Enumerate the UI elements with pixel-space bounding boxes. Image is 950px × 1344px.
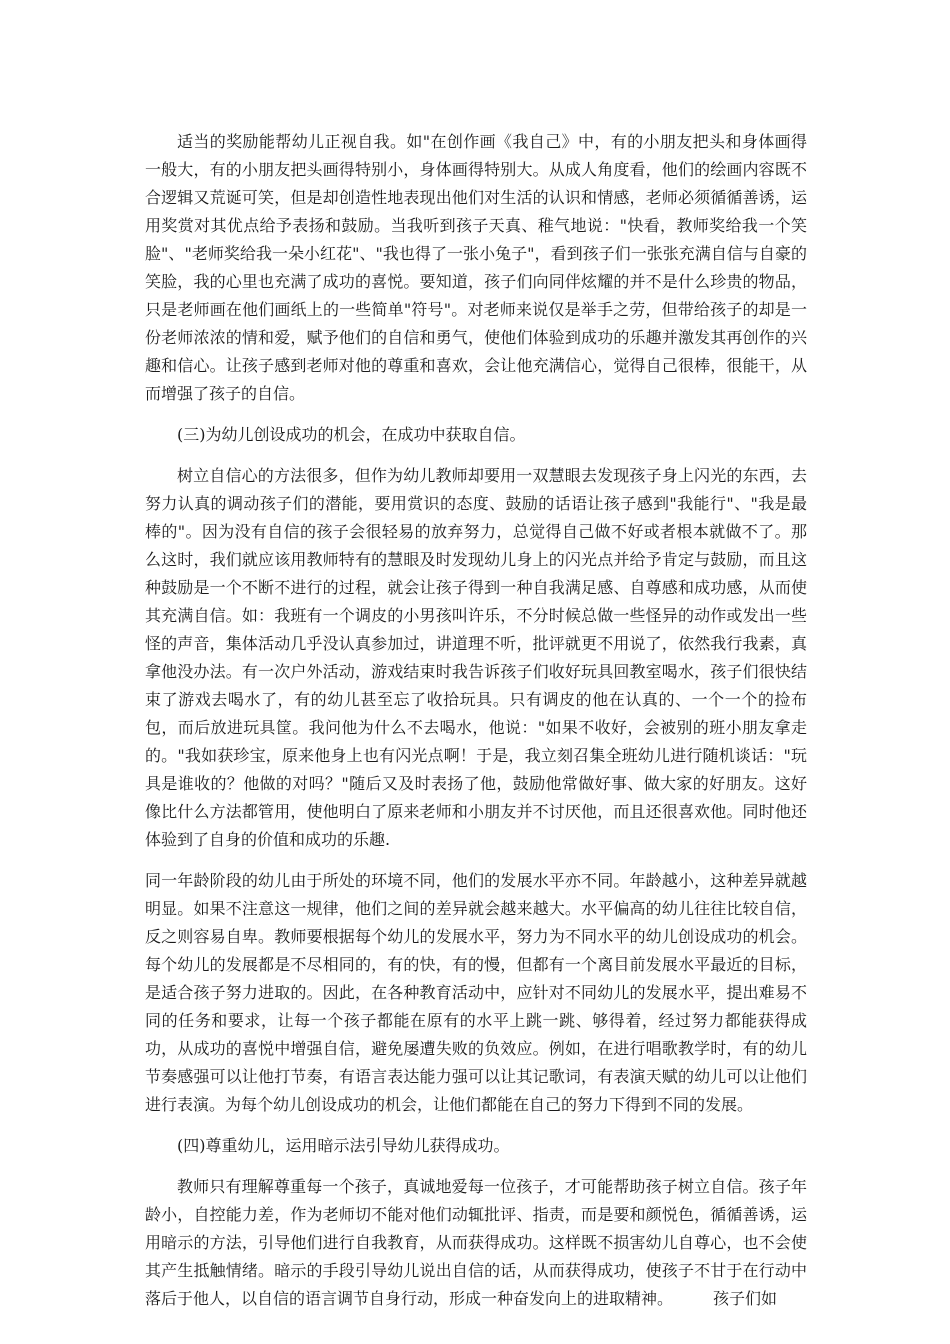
paragraph-development-level: 同一年龄阶段的幼儿由于所处的环境不同，他们的发展水平亦不同。年龄越小，这种差异就越明显。如果不注意这一规律，他们之间的差异就会越来越大。水平偏高的幼儿往往比较自信，反之则容易自卑。教师要根据每个幼儿的发展水平，努力为不同水平的幼儿创设成功的机会。每个幼儿的发展都是不尽相同的，有的快，有的慢，但都有一个离目前发展水平最近的目标，是适合孩子努力进取的。因此，在各种教育活动中，应针对不同幼儿的发展水平，提出难易不同的任务和要求，让每一个孩子都能在原有的水平上跳一跳、够得着，经过努力都能获得成功，从成功的喜悦中增强自信，避免屡遭失败的负效应。例如，在进行唱歌教学时，有的幼儿节奏感强可以让他打节奏，有语言表达能力强可以让其记歌词，有表演天赋的幼儿可以让他们进行表演。为每个幼儿创设成功的机会，让他们都能在自己的努力下得到不同的发展。 xyxy=(145,871,807,1114)
document-page xyxy=(145,128,807,1326)
paragraph-reward: 适当的奖励能帮幼儿正视自我。如"在创作画《我自己》中，有的小朋友把头和身体画得一般大，有的小朋友把头画得特别小，身体画得特别大。从成人角度看，他们的绘画内容既不合逻辑又荒诞可笑，但是却创造性地表现出他们对生活的认识和情感，老师必须循循善诱，运用奖赏对其优点给予表扬和鼓励。当我听到孩子天真、稚气地说："快看，教师奖给我一个笑脸"、"老师奖给我一朵小红花"、"我也得了一张小兔子"，看到孩子们一张张充满自信与自豪的笑脸，我的心里也充满了成功的喜悦。要知道，孩子们向同伴炫耀的并不是什么珍贵的物品，只是老师画在他们画纸上的一些简单"符号"。对老师来说仅是举手之劳，但带给孩子的却是一份老师浓浓的情和爱，赋予他们的自信和勇气，使他们体验到成功的乐趣并激发其再创作的兴趣和信心。让孩子感到老师对他的尊重和喜欢，会让他充满信心，觉得自己很棒，很能干，从而增强了孩子的自信。 xyxy=(145,132,807,403)
section-heading-4: (四)尊重幼儿，运用暗示法引导幼儿获得成功。 xyxy=(177,1136,510,1155)
section-heading-3: (三)为幼儿创设成功的机会，在成功中获取自信。 xyxy=(177,425,526,444)
paragraph-respect: 教师只有理解尊重每一个孩子，真诚地爱每一位孩子，才可能帮助孩子树立自信。孩子年龄小，自控能力差，作为老师切不能对他们动辄批评、指责，而是要和颜悦色，循循善诱，运用暗示的方法，引导他们进行自我教育，从而获得成功。这样既不损害幼儿自尊心，也不会使其产生抵触情绪。暗示的手段引导幼儿说出自信的话，从而获得成功，使孩子不甘于在行动中落后于他人，以自信的语言调节自身行动，形成一种奋发向上的进取精神。 孩子们如 xyxy=(145,1177,807,1308)
paragraph-confidence-methods: 树立自信心的方法很多，但作为幼儿教师却要用一双慧眼去发现孩子身上闪光的东西，去努力认真的调动孩子们的潜能，要用赏识的态度、鼓励的话语让孩子感到"我能行"、"我是最棒的"。因为没有自信的孩子会很轻易的放弃努力，总觉得自己做不好或者根本就做不了。那么这时，我们就应该用教师特有的慧眼及时发现幼儿身上的闪光点并给予肯定与鼓励，而且这种鼓励是一个不断不进行的过程，就会让孩子得到一种自我满足感、自尊感和成功感，从而使其充满自信。如：我班有一个调皮的小男孩叫许乐，不分时候总做一些怪异的动作或发出一些怪的声音，集体活动几乎没认真参加过，讲道理不听，批评就更不用说了，依然我行我素，真拿他没办法。有一次户外活动，游戏结束时我告诉孩子们收好玩具回教室喝水，孩子们很快结束了游戏去喝水了，有的幼儿甚至忘了收拾玩具。只有调皮的他在认真的、一个一个的捡布包，而后放进玩具筐。我问他为什么不去喝水，他说："如果不收好，会被别的班小朋友拿走的。"我如获珍宝，原来他身上也有闪光点啊！于是，我立刻召集全班幼儿进行随机谈话："玩具是谁收的？他做的对吗？"随后又及时表扬了他，鼓励他常做好事、做大家的好朋友。这好像比什么方法都管用，使他明白了原来老师和小朋友并不讨厌他，而且还很喜欢他。同时他还体验到了自身的价值和成功的乐趣. xyxy=(145,466,807,849)
